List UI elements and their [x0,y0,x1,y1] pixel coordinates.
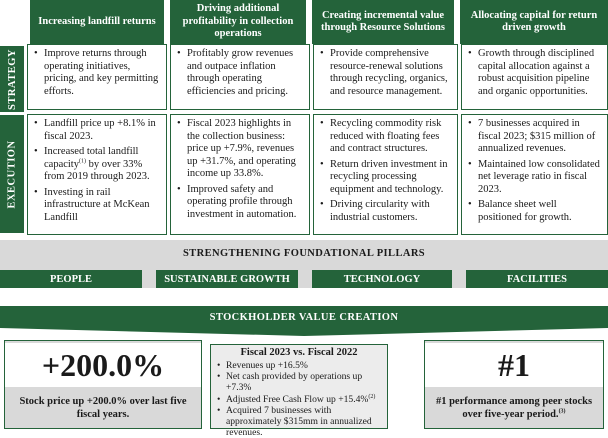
pillar-facilities: FACILITIES [466,270,608,288]
peer-rank-figure: #1 [425,343,603,387]
list-item: • Investing in rail infrastructure at McKean Landfill [34,187,160,225]
row-label-strategy: STRATEGY [0,46,24,112]
list-item: • Improve returns through operating initiatives, pricing, and key permitting efforts. [34,48,160,98]
footnote-marker: (2) [368,393,376,400]
list-item: • Increased total landfill capacity$^{(1)}$ by over 33% from 2019 through 2023. [34,146,160,184]
pillar-people: PEOPLE [0,270,142,288]
list-item: • Provide comprehensive resource-renewal solutions through recycling, organics, and resource management. [320,48,451,98]
list-item: • Adjusted Free Cash Flow up +15.4%$^{(2)}$ [217,394,381,405]
list-item: • Balance sheet well positioned for growth. [468,199,601,224]
footnote-marker: (3) [558,408,566,415]
execution-cell-collection [170,114,310,235]
stock-price-figure: +200.0% [5,343,201,387]
list-item: • Profitably grow revenues and outpace inflation through operating efficiencies and pricing. [177,48,303,98]
header-resource-solutions: Creating incremental value through Resource Solutions [312,0,454,44]
list-item: • Driving circularity with industrial customers. [320,199,451,224]
peer-performance-box [424,340,604,429]
list-item: • Revenues up +16.5% [217,360,381,371]
execution-cell-resource-solutions [313,114,458,235]
list-item: • Net cash provided by operations up +7.3% [217,371,381,393]
list-item: • 7 businesses acquired in fiscal 2023; $315 million of annualized revenues. [468,118,601,156]
pillar-sustainable-growth: SUSTAINABLE GROWTH [156,270,298,288]
stock-price-caption: Stock price up +200.0% over last five fiscal years. [19,396,187,420]
header-collection: Driving additional profitability in collection operations [170,0,306,44]
list-item: • Maintained low consolidated net leverage ratio in fiscal 2023. [468,159,601,197]
pillar-technology: TECHNOLOGY [312,270,452,288]
strategy-cell-collection [170,44,310,110]
row-label-execution: EXECUTION [0,115,24,233]
fiscal-comparison-title: Fiscal 2023 vs. Fiscal 2022 [240,347,358,358]
strategy-cell-landfill [27,44,167,110]
footnote-marker: (1) [78,158,86,164]
list-item: • Landfill price up +8.1% in fiscal 2023. [34,118,160,143]
pillars-title: STRENGTHENING FOUNDATIONAL PILLARS [182,248,426,259]
banner-arrow [0,328,608,336]
stock-price-box [4,340,202,429]
fiscal-comparison-box [210,344,388,438]
stockholder-value-banner: STOCKHOLDER VALUE CREATION [0,306,608,328]
list-item: • Acquired 7 businesses with approximately $315mm in annualized revenues. [217,405,381,438]
strategy-cell-resource-solutions [313,44,458,110]
list-item: • Return driven investment in recycling processing equipment and technology. [320,159,451,197]
header-landfill: Increasing landfill returns [30,0,164,44]
list-item: • Recycling commodity risk reduced with floating fees and contract structures. [320,118,451,156]
list-item: • Fiscal 2023 highlights in the collection business: price up +7.9%, revenues up +31.7%, and operating income up 33.8%. [177,118,303,181]
list-item: • Improved safety and operating profile through investment in automation. [177,184,303,222]
peer-rank-caption: #1 performance among peer stocks over five-year period.$^{(3)}$ [435,396,593,420]
execution-cell-capital-allocation [461,114,608,235]
strategy-cell-capital-allocation [461,44,608,110]
header-capital-allocation: Allocating capital for return driven growth [460,0,608,44]
list-item: • Growth through disciplined capital allocation against a robust acquisition pipeline and organic opportunities. [468,48,601,98]
execution-cell-landfill [27,114,167,235]
